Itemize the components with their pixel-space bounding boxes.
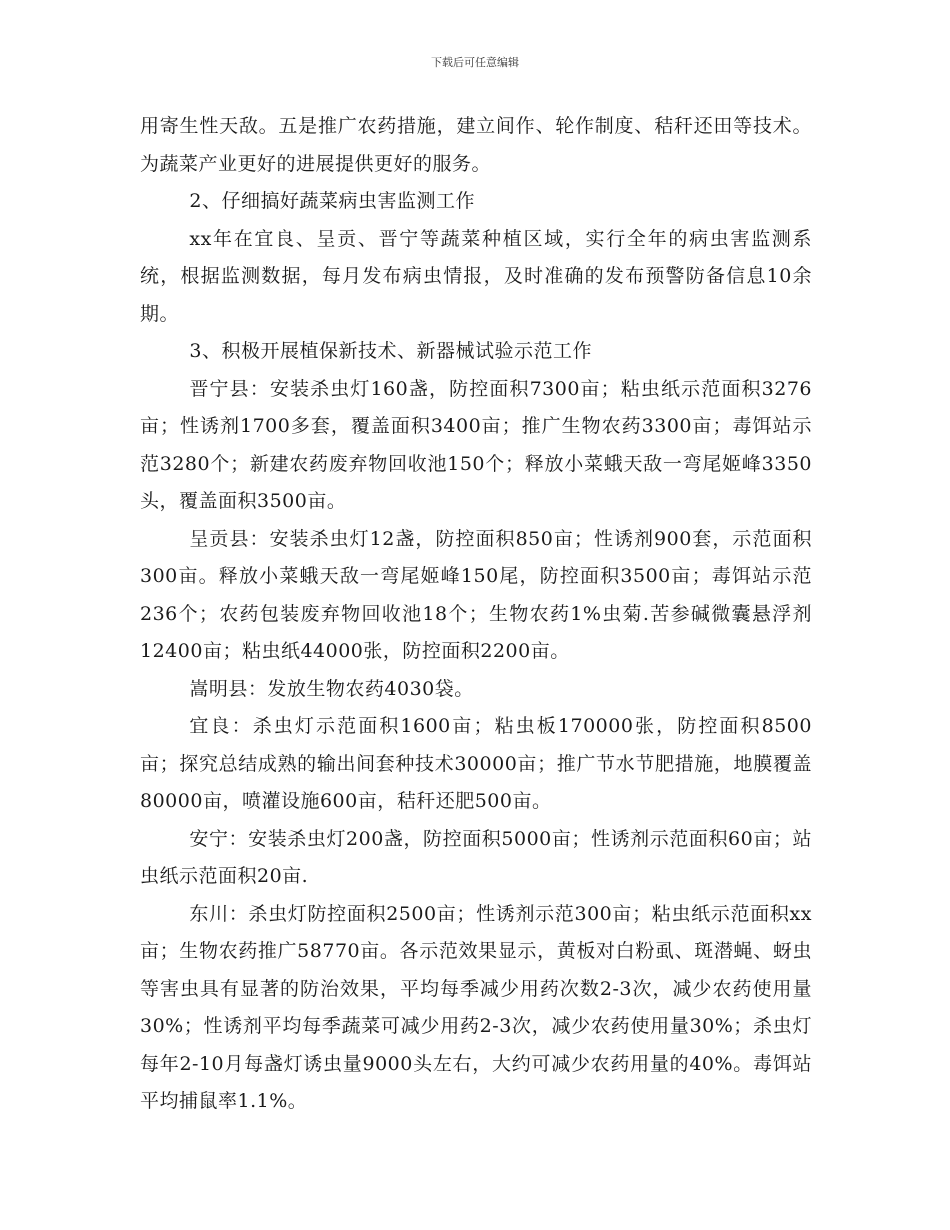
section-heading: 2、仔细搞好蔬菜病虫害监测工作	[189, 190, 475, 212]
body-paragraph: 用寄生性天敌。五是推广农药措施，建立间作、轮作制度、秸秆还田等技术。为蔬菜产业更好的进展提供更好的服务。	[140, 115, 812, 175]
document-body	[140, 108, 812, 1121]
body-paragraph: 呈贡县：安装杀虫灯12盏，防控面积850亩；性诱剂900套，示范面积300亩。释放小菜蛾天敌一弯尾姬峰150尾，防控面积3500亩；毒饵站示范236个；农药包装废弃物回收池18个；生物农药1%虫菊.苦参碱微囊悬浮剂12400亩；粘虫纸44000张，防控面积2200亩。	[140, 527, 812, 662]
body-paragraph: xx年在宜良、呈贡、晋宁等蔬菜种植区域，实行全年的病虫害监测系统，根据监测数据，每月发布病虫情报，及时准确的发布预警防备信息10余期。	[140, 227, 812, 325]
body-paragraph: 宜良：杀虫灯示范面积1600亩；粘虫板170000张，防控面积8500亩；探究总结成熟的输出间套种技术30000亩；推广节水节肥措施，地膜覆盖80000亩，喷灌设施600亩，秸秆还肥500亩。	[140, 715, 812, 812]
body-paragraph: 晋宁县：安装杀虫灯160盏，防控面积7300亩；粘虫纸示范面积3276亩；性诱剂1700多套，覆盖面积3400亩；推广生物农药3300亩；毒饵站示范3280个；新建农药废弃物回收池150个；释放小菜蛾天敌一弯尾姬峰3350头，覆盖面积3500亩。	[140, 377, 812, 512]
section-heading: 3、积极开展植保新技术、新器械试验示范工作	[189, 340, 592, 362]
page-header: 下载后可任意编辑	[431, 56, 519, 69]
body-paragraph: 嵩明县：发放生物农药4030袋。	[189, 677, 474, 700]
body-paragraph: 安宁：安装杀虫灯200盏，防控面积5000亩；性诱剂示范面积60亩；站虫纸示范面积20亩.	[140, 827, 812, 887]
body-paragraph: 东川：杀虫灯防控面积2500亩；性诱剂示范300亩；粘虫纸示范面积xx亩；生物农药推广58770亩。各示范效果显示，黄板对白粉虱、斑潜蝇、蚜虫等害虫具有显著的防治效果，平均每季减少用药次数2-3次，减少农药使用量30%；性诱剂平均每季蔬菜可减少用药2-3次，减少农药使用量30%；杀虫灯每年2-10月每盏灯诱虫量9000头左右，大约可减少农药用量的40%。毒饵站平均捕鼠率1.1%。	[140, 902, 812, 1112]
